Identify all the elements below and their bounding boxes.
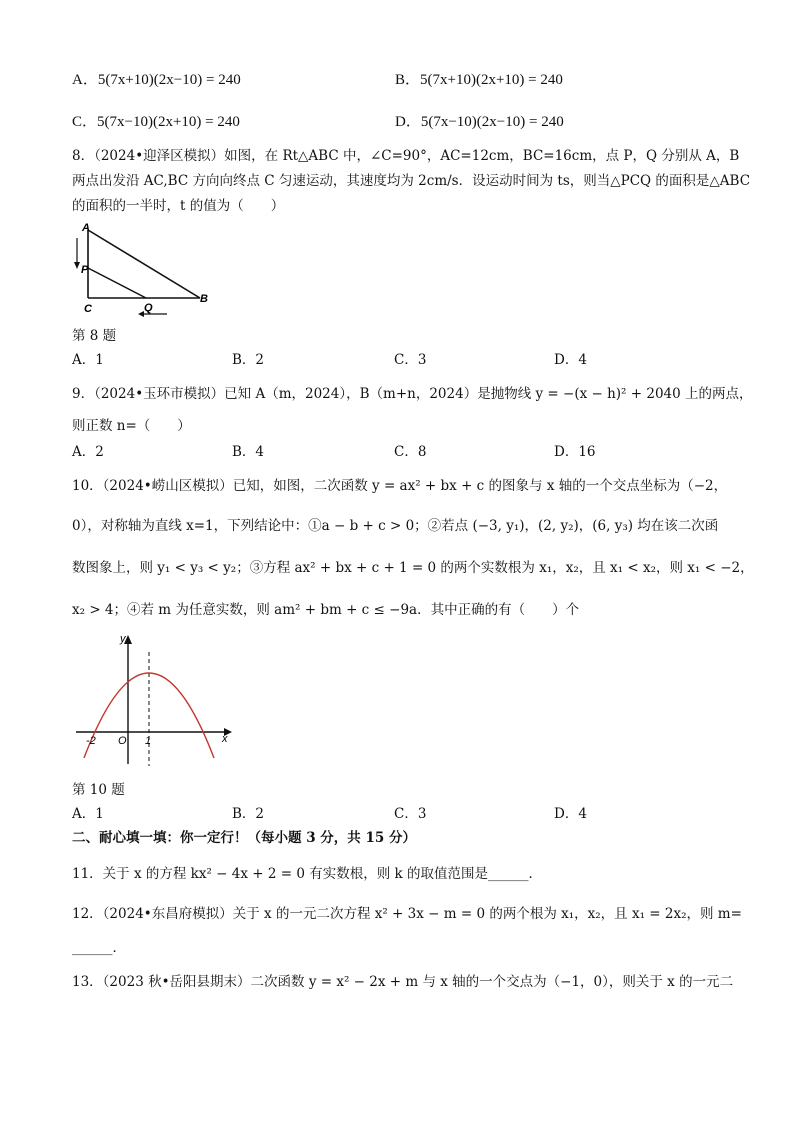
q10-text-line1: 10．（2024•崂山区模拟）已知，如图，二次函数 y = ax² + bx + c 的图象与 x 轴的一个交点坐标为（−2， [72,478,728,494]
q10-text-line3: 数图象上，则 y₁ < y₃ < y₂；③方程 ax² + bx + c + 1 = 0 的两个实数根为 x₁，x₂，且 x₁ < x₂，则 x₁ < −2， [72,560,754,576]
q10-parabola-figure [72,632,237,772]
label-origin: O [118,735,127,747]
q10-option-c: C．3 [394,806,427,822]
label-one: 1 [145,735,152,747]
q9-option-b: B．4 [232,444,265,460]
label-c: C [84,303,92,315]
q12-text-line2: ______． [72,940,126,956]
q9-option-c: C．8 [394,444,427,460]
label-x: x [222,733,228,745]
q7-option-c: C．5(7x−10)(2x+10) = 240 [72,114,240,130]
q13-text-line1: 13．（2023 秋•岳阳县期末）二次函数 y = x² − 2x + m 与 x 轴的一个交点为（−1，0），则关于 x 的一元二 [72,974,734,990]
label-b: B [200,293,208,305]
segment-pq [88,268,146,298]
q10-option-d: D．4 [554,806,587,822]
label-neg2: -2 [86,735,96,747]
q7-option-a: A．5(7x+10)(2x−10) = 240 [72,72,241,88]
q8-text-line2: 两点出发沿 AC,BC 方向向终点 C 匀速运动，其速度均为 2cm/s．设运动时间为 ts，则当△PCQ 的面积是△ABC [72,173,751,189]
label-p: P [81,264,89,276]
q9-text-line1: 9．（2024•玉环市模拟）已知 A（m，2024），B（m+n，2024）是抛物线 y = −(x − h)² + 2040 上的两点， [72,386,753,402]
section2-title: 二、耐心填一填：你一定行！（每小题 3 分，共 15 分） [72,830,416,846]
q10-text-line4: x₂ > 4；④若 m 为任意实数，则 am² + bm + c ≤ −9a．其中正确的有（ ）个 [72,602,580,618]
q8-option-c: C．3 [394,352,427,368]
q8-text-line3: 的面积的一半时，t 的值为（ ） [72,198,285,214]
q8-text-line1: 8．（2024•迎泽区模拟）如图，在 Rt△ABC 中，∠C=90°，AC=12cm，BC=16cm，点 P，Q 分别从 A，B [72,148,740,164]
q8-figure-caption: 第 8 题 [72,328,117,344]
q9-option-d: D．16 [554,444,596,460]
q11-text-line1: 11．关于 x 的方程 kx² − 4x + 2 = 0 有实数根，则 k 的取值范围是______． [72,866,542,882]
side-ab [88,230,200,298]
q8-option-a: A．1 [72,352,104,368]
q7-option-b: B．5(7x+10)(2x+10) = 240 [395,72,563,88]
q9-option-a: A．2 [72,444,104,460]
label-q: Q [144,302,153,314]
q8-option-b: B．2 [232,352,265,368]
q8-triangle-figure [72,218,222,323]
q10-figure-caption: 第 10 题 [72,782,125,798]
q12-text-line1: 12．（2024•东昌府模拟）关于 x 的一元二次方程 x² + 3x − m = 0 的两个根为 x₁，x₂，且 x₁ = 2x₂，则 m= [72,906,742,922]
q10-text-line2: 0），对称轴为直线 x=1，下列结论中：①a − b + c > 0；②若点 (−3, y₁)，(2, y₂)，(6, y₃) 均在该二次函 [72,518,719,534]
q10-option-a: A．1 [72,806,104,822]
label-a: A [82,222,90,234]
q10-option-b: B．2 [232,806,265,822]
label-y: y [120,633,126,645]
q7-option-d: D．5(7x−10)(2x−10) = 240 [395,114,564,130]
q9-text-line2: 则正数 n=（ ） [72,418,191,434]
q8-option-d: D．4 [554,352,587,368]
